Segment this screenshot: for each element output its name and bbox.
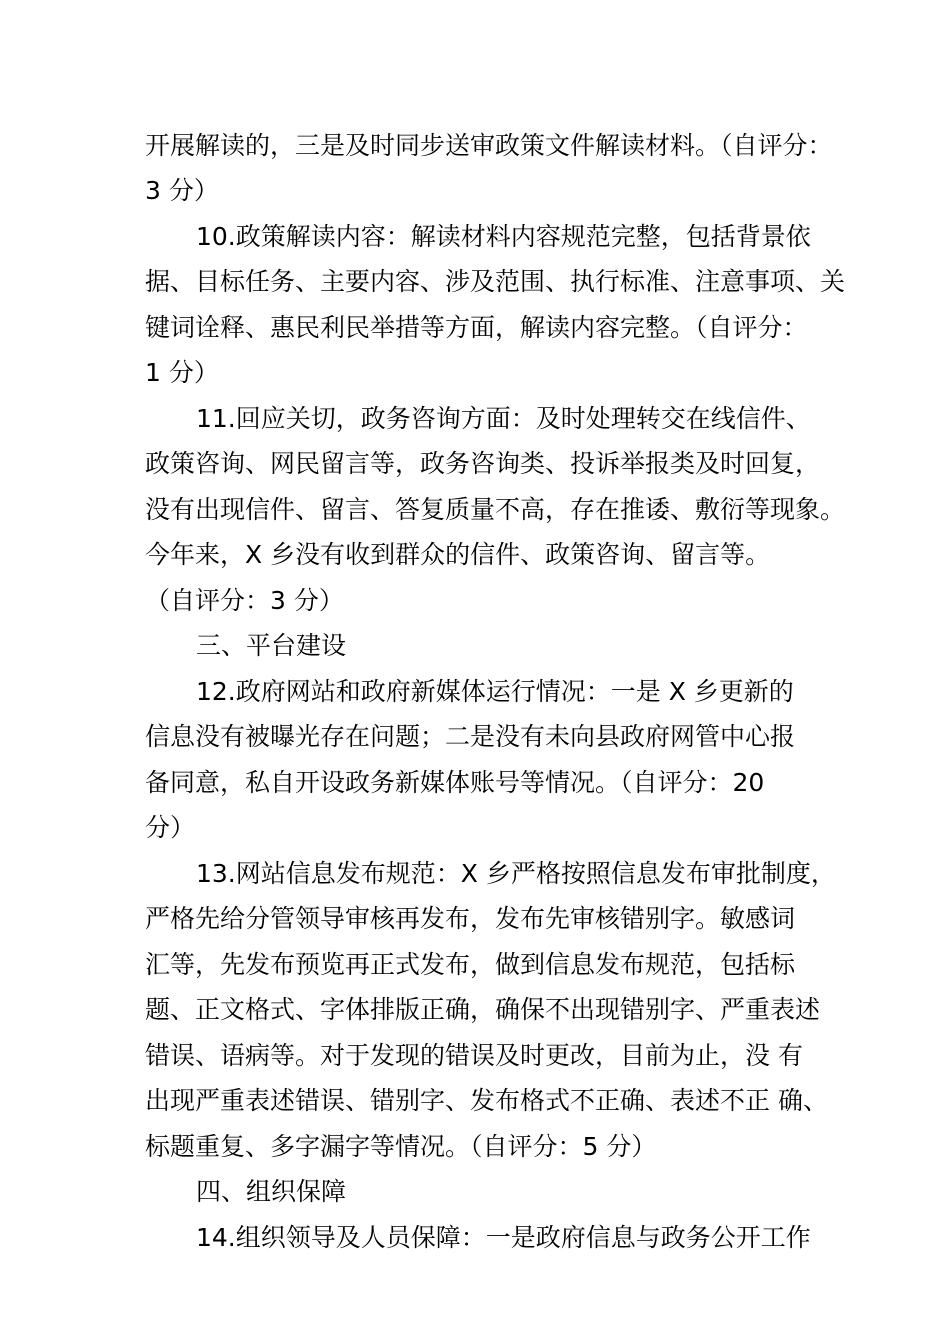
text-line: 题、正文格式、字体排版正确，确保不出现错别字、严重表述 [145, 995, 821, 1024]
section-heading: 三、平台建设 [196, 631, 347, 660]
text-line: 3 分） [145, 176, 219, 205]
text-line: 出现严重表述错误、错别字、发布格式不正确、表述不正 确、 [145, 1086, 828, 1115]
text-line: （自评分：3 分） [145, 586, 344, 615]
text-line: 据、目标任务、主要内容、涉及范围、执行标准、注意事项、关 [145, 267, 846, 296]
text-line: 11.回应关切，政务咨询方面：及时处理转交在线信件、 [196, 404, 811, 433]
text-line: 没有出现信件、留言、答复质量不高，存在推诿、敷衍等现象。 [145, 495, 846, 524]
text-line: 13.网站信息发布规范：X 乡严格按照信息发布审批制度， [196, 859, 836, 888]
text-line: 14.组织领导及人员保障：一是政府信息与政务公开工作 [196, 1223, 811, 1252]
text-line: 错误、语病等。对于发现的错误及时更改，目前为止，没 有 [145, 1041, 803, 1070]
text-line: 10.政策解读内容：解读材料内容规范完整，包括背景依 [196, 222, 811, 251]
text-line: 分） [145, 813, 196, 842]
text-line: 政策咨询、网民留言等，政务咨询类、投诉举报类及时回复， [145, 449, 821, 478]
text-line: 12.政府网站和政府新媒体运行情况：一是 X 乡更新的 [196, 677, 794, 706]
text-line: 开展解读的，三是及时同步送审政策文件解读材料。（自评分： [145, 131, 833, 160]
text-line: 严格先给分管领导审核再发布，发布先审核错别字。敏感词 [145, 904, 796, 933]
text-line: 备同意，私自开设政务新媒体账号等情况。（自评分：20 [145, 768, 765, 797]
text-line: 标题重复、多字漏字等情况。（自评分：5 分） [145, 1132, 657, 1161]
section-heading: 四、组织保障 [196, 1177, 347, 1206]
text-line: 1 分） [145, 358, 219, 387]
text-line: 今年来，X 乡没有收到群众的信件、政策咨询、留言等。 [145, 540, 771, 569]
text-line: 汇等，先发布预览再正式发布，做到信息发布规范，包括标 [145, 950, 796, 979]
text-line: 键词诠释、惠民利民举措等方面，解读内容完整。（自评分： [145, 313, 808, 342]
text-line: 信息没有被曝光存在问题；二是没有未向县政府网管中心报 [145, 722, 796, 751]
